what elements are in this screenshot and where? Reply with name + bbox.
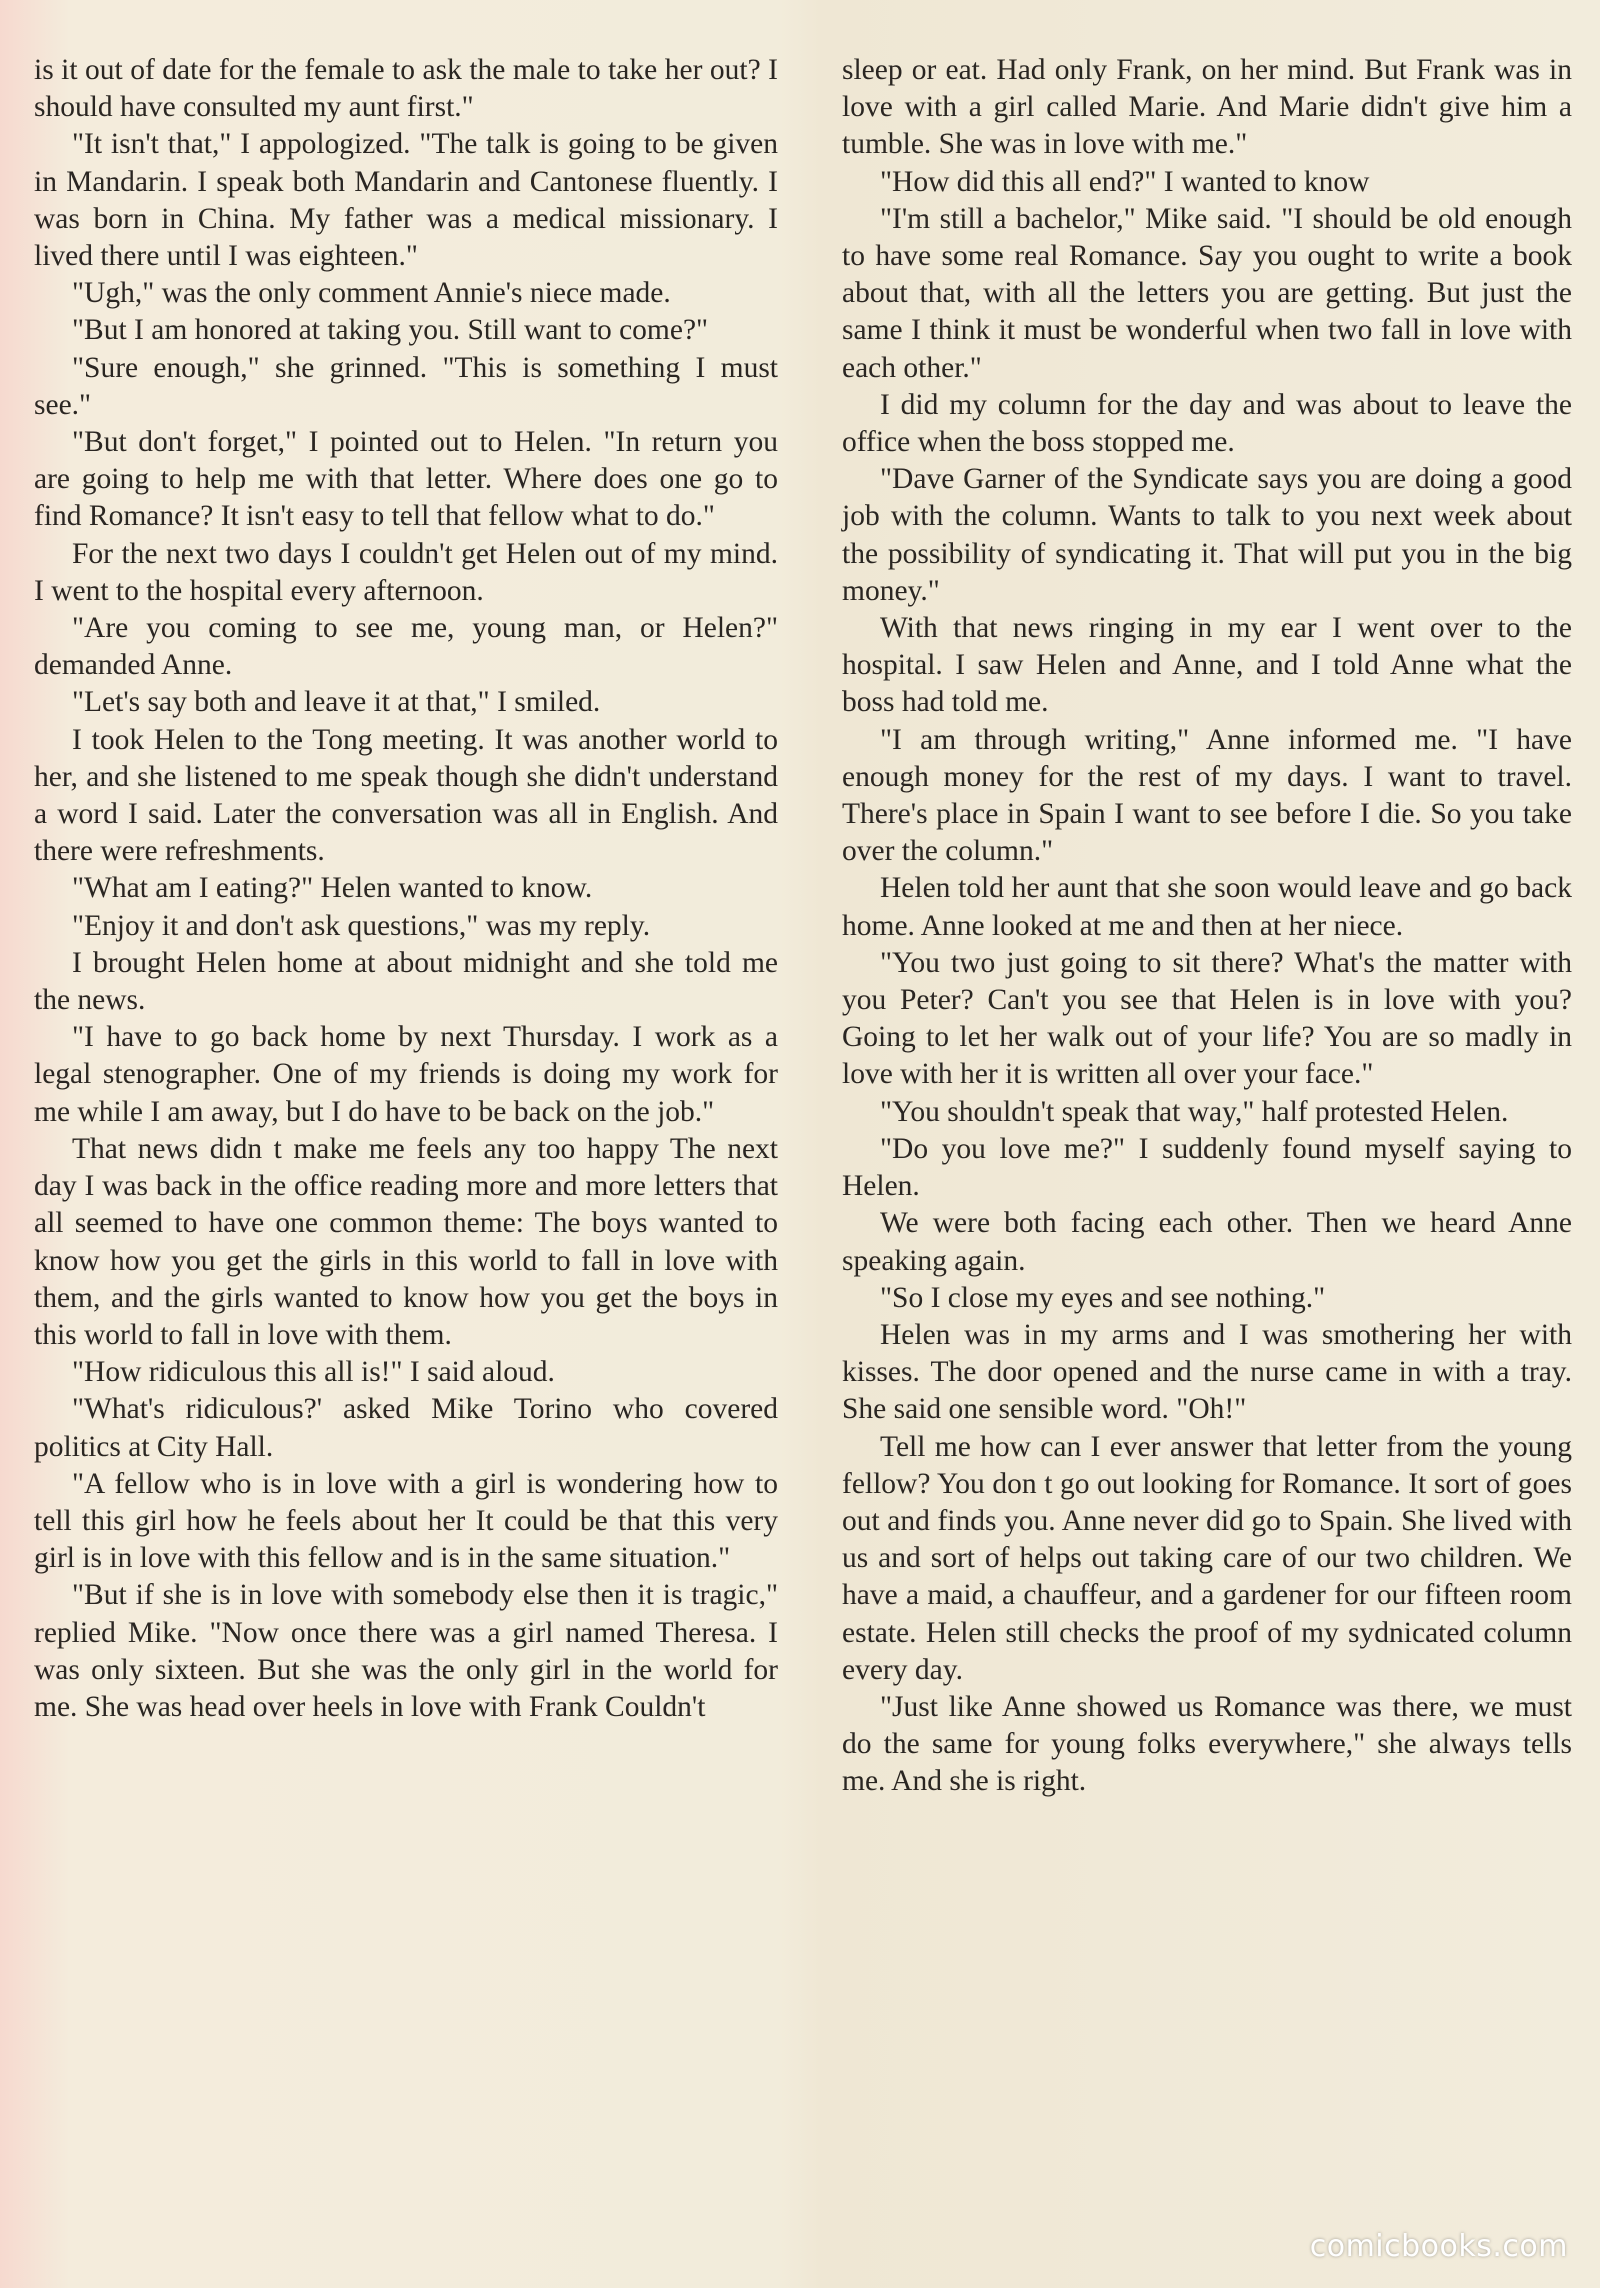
paragraph: is it out of date for the female to ask the male to take her out? I should have consulted my aunt first." xyxy=(34,54,778,124)
paragraph: "But don't forget," I pointed out to Helen. "In return you are going to help me with that letter. Where does one go to find Romance? It isn't easy to tell that fellow what to do." xyxy=(34,426,778,533)
paragraph: "So I close my eyes and see nothing." xyxy=(880,1281,1326,1314)
paragraph: "What am I eating?" Helen wanted to know. xyxy=(72,872,593,905)
paragraph: We were both facing each other. Then we heard Anne speaking again. xyxy=(842,1207,1572,1277)
paragraph: "You shouldn't speak that way," half protested Helen. xyxy=(880,1095,1509,1128)
paragraph: "Just like Anne showed us Romance was there, we must do the same for young folks everywhere," she always tells me. And she is right. xyxy=(842,1690,1572,1798)
paragraph: "Ugh," was the only comment Annie's niece made. xyxy=(72,277,671,310)
paragraph: "Do you love me?" I suddenly found myself saying to Helen. xyxy=(842,1132,1572,1203)
paragraph: "I'm still a bachelor," Mike said. "I should be old enough to have some real Romance. Say you ought to write a book about that, with all the letters you are getting. But just the same I think it must be wonderful when two fall in love with each other." xyxy=(842,202,1572,384)
paragraph: Tell me how can I ever answer that letter from the young fellow? You don t go out looking for Romance. It sort of goes out and finds you. Anne never did go to Spain. She lived with us and sort of helps out taking care of our two children. We have a maid, a chauffeur, and a gardener for our fifteen room estate. Helen still checks the proof of my sydnicated column every day. xyxy=(842,1430,1572,1686)
paragraph: "Dave Garner of the Syndicate says you are doing a good job with the column. Wants to talk to you next week about the possibility of syndicating it. That will put you in the big money." xyxy=(842,463,1572,607)
paragraph: sleep or eat. Had only Frank, on her mind. But Frank was in love with a girl called Marie. And Marie didn't give him a tumble. She was in love with me." xyxy=(842,54,1572,161)
paragraph: For the next two days I couldn't get Helen out of my mind. I went to the hospital every afternoon. xyxy=(34,537,778,607)
site-watermark: comicbooks.com xyxy=(1309,2229,1568,2264)
right-text-column xyxy=(842,52,1572,1801)
paragraph: "But if she is in love with somebody else then it is tragic," replied Mike. "Now once there was a girl named Theresa. I was only sixteen. But she was the only girl in the world for me. She was head over heels in love with Frank Couldn't xyxy=(34,1579,778,1723)
paragraph: "Enjoy it and don't ask questions," was my reply. xyxy=(72,909,651,942)
paragraph: "I have to go back home by next Thursday. I work as a legal stenographer. One of my friends is doing my work for me while I am away, but I do have to be back on the job." xyxy=(34,1021,778,1128)
paragraph: "It isn't that," I appologized. "The talk is going to be given in Mandarin. I speak both Mandarin and Cantonese fluently. I was born in China. My father was a medical missionary. I lived there until I was eighteen." xyxy=(34,128,778,273)
paragraph: "Are you coming to see me, young man, or Helen?" demanded Anne. xyxy=(34,612,778,682)
paragraph: "How did this all end?" I wanted to know xyxy=(880,165,1370,198)
paragraph: I did my column for the day and was about to leave the office when the boss stopped me. xyxy=(842,388,1572,459)
paragraph: With that news ringing in my ear I went over to the hospital. I saw Helen and Anne, and I told Anne what the boss had told me. xyxy=(842,612,1572,719)
paragraph: "A fellow who is in love with a girl is wondering how to tell this girl how he feels about her It could be that this very girl is in love with this fellow and is in the same situation." xyxy=(34,1467,778,1575)
paragraph: That news didn t make me feels any too happy The next day I was back in the office reading more and more letters that all seemed to have one common theme: The boys wanted to know how you get the girls in this world to fall in love with them, and the girls wanted to know how you get the boys in this world to fall in love with them. xyxy=(34,1132,778,1351)
paragraph: "Let's say both and leave it at that," I smiled. xyxy=(72,686,601,719)
paragraph: I brought Helen home at about midnight and she told me the news. xyxy=(34,946,778,1017)
paragraph: I took Helen to the Tong meeting. It was another world to her, and she listened to me speak though she didn't understand a word I said. Later the conversation was all in English. And there were refreshments. xyxy=(34,723,778,868)
paragraph: Helen was in my arms and I was smothering her with kisses. The door opened and the nurse came in with a tray. She said one sensible word. "Oh!" xyxy=(842,1318,1572,1426)
paragraph: "But I am honored at taking you. Still want to come?" xyxy=(72,314,709,347)
paragraph: "What's ridiculous?' asked Mike Torino who covered politics at City Hall. xyxy=(34,1393,778,1463)
paragraph: "I am through writing," Anne informed me. "I have enough money for the rest of my days. I want to travel. There's place in Spain I want to see before I die. So you take over the column." xyxy=(842,723,1572,868)
left-text-column xyxy=(34,52,778,1726)
paragraph: Helen told her aunt that she soon would leave and go back home. Anne looked at me and then at her niece. xyxy=(842,872,1572,942)
paragraph: "You two just going to sit there? What's the matter with you Peter? Can't you see that Helen is in love with you? Going to let her walk out of your life? You are so madly in love with her it is written all over your face." xyxy=(842,946,1572,1091)
paragraph: "Sure enough," she grinned. "This is something I must see." xyxy=(34,351,778,421)
paragraph: "How ridiculous this all is!" I said aloud. xyxy=(72,1356,555,1389)
